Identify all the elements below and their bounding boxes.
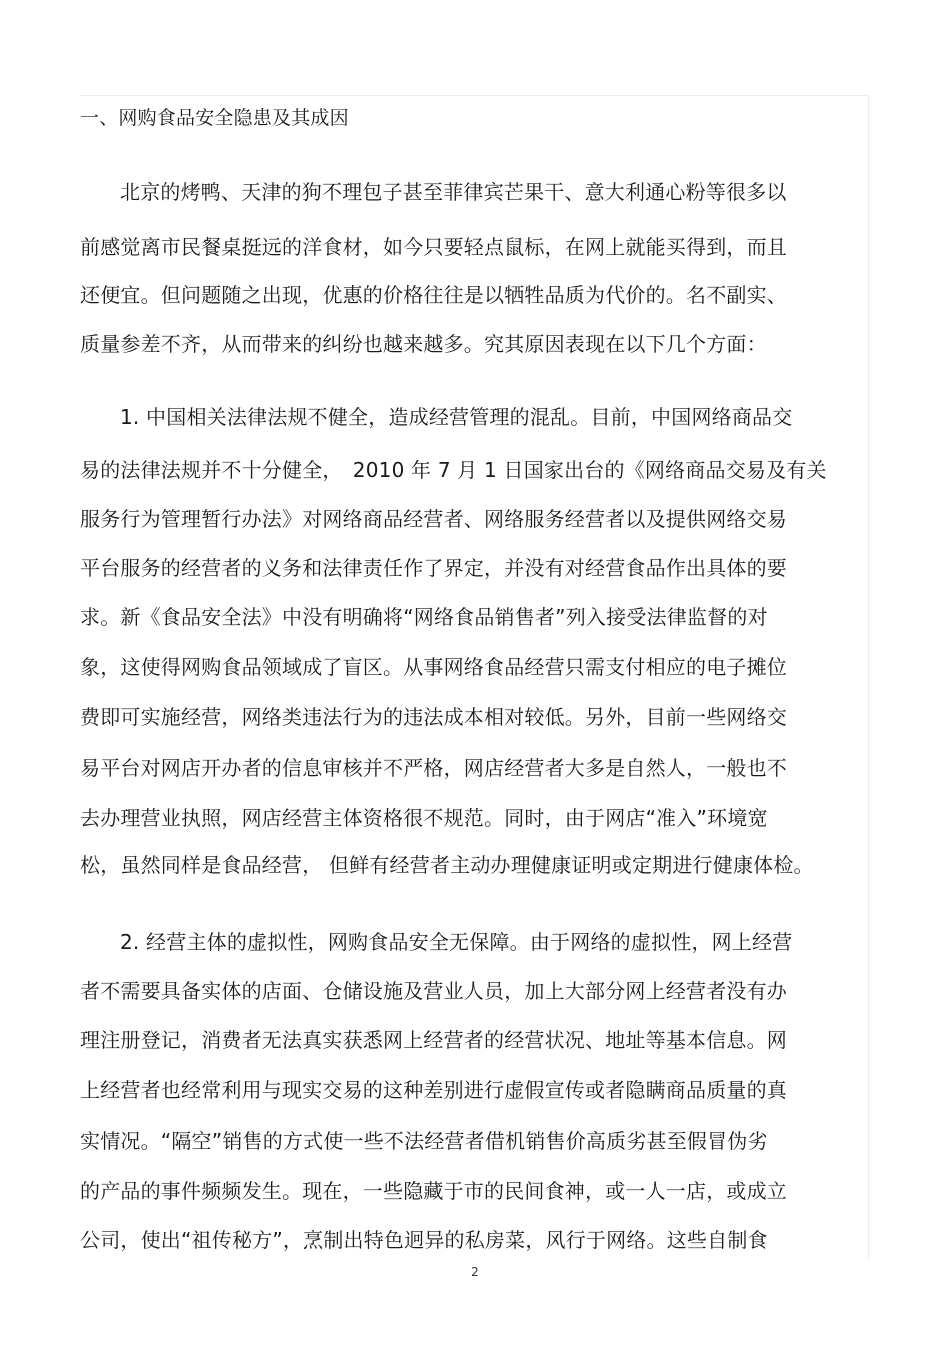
page-border-top [80, 95, 869, 96]
paragraph-3-line: 上经营者也经常利用与现实交易的这种差别进行虚假宣传或者隐瞒商品质量的真 [80, 1078, 787, 1102]
paragraph-1-line: 还便宜。但问题随之出现，优惠的价格往往是以牺牲品质为代价的。名不副实、 [80, 283, 787, 307]
paragraph-2-line: 服务行为管理暂行办法》对网络商品经营者、网络服务经营者以及提供网络交易 [80, 507, 787, 531]
paragraph-3-line: 理注册登记，消费者无法真实获悉网上经营者的经营状况、地址等基本信息。网 [80, 1028, 787, 1052]
paragraph-3-line: 的产品的事件频频发生。现在，一些隐藏于市的民间食神，或一人一店，或成立 [80, 1179, 787, 1203]
paragraph-3-line: 者不需要具备实体的店面、仓储设施及营业人员，加上大部分网上经营者没有办 [80, 979, 787, 1003]
paragraph-2-line: 求。新《食品安全法》中没有明确将“网络食品销售者”列入接受法律监督的对 [80, 605, 768, 629]
page-number: 2 [471, 1265, 479, 1279]
page-border-right [868, 95, 869, 1260]
paragraph-3-line: 实情况。“隔空”销售的方式使一些不法经营者借机销售价高质劣甚至假冒伪劣 [80, 1129, 768, 1153]
paragraph-3-line: 2. 经营主体的虚拟性，网购食品安全无保障。由于网络的虚拟性，网上经营 [120, 930, 793, 954]
paragraph-3-line: 公司，使出“祖传秘方”，烹制出特色迥异的私房菜，风行于网络。这些自制食 [80, 1228, 768, 1252]
paragraph-1-line: 北京的烤鸭、天津的狗不理包子甚至菲律宾芒果干、意大利通心粉等很多以 [120, 180, 787, 204]
section-heading: 一、网购食品安全隐患及其成因 [80, 107, 349, 129]
paragraph-2-line: 1. 中国相关法律法规不健全，造成经营管理的混乱。目前，中国网络商品交 [120, 405, 793, 429]
paragraph-2-line: 平台服务的经营者的义务和法律责任作了界定，并没有对经营食品作出具体的要 [80, 556, 787, 580]
paragraph-1-line: 质量参差不齐，从而带来的纠纷也越来越多。究其原因表现在以下几个方面： [80, 332, 767, 356]
paragraph-2-line: 松，虽然同样是食品经营， 但鲜有经营者主动办理健康证明或定期进行健康体检。 [80, 853, 814, 877]
paragraph-2-line: 去办理营业执照，网店经营主体资格很不规范。同时，由于网店“准入”环境宽 [80, 806, 768, 830]
paragraph-2-line: 易平台对网店开办者的信息审核并不严格，网店经营者大多是自然人，一般也不 [80, 756, 787, 780]
paragraph-2-line: 象，这使得网购食品领域成了盲区。从事网络食品经营只需支付相应的电子摊位 [80, 655, 787, 679]
paragraph-2-line: 费即可实施经营，网络类违法行为的违法成本相对较低。另外，目前一些网络交 [80, 705, 787, 729]
paragraph-1-line: 前感觉离市民餐桌挺远的洋食材，如今只要轻点鼠标，在网上就能买得到，而且 [80, 235, 787, 259]
paragraph-2-line: 易的法律法规并不十分健全， 2010 年 7 月 1 日国家出台的《网络商品交易及有关 [80, 458, 827, 482]
